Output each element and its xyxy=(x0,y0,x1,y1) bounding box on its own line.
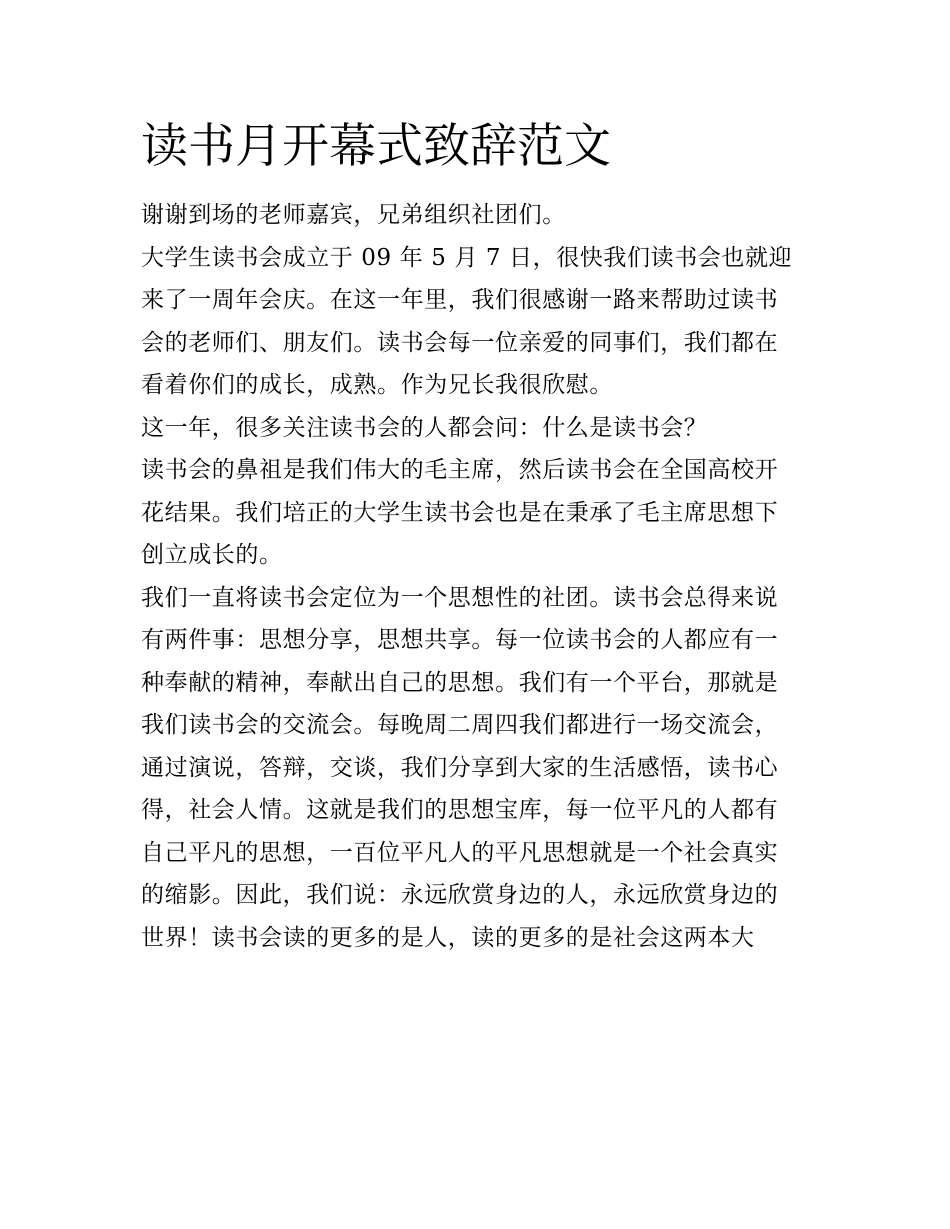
body-line: 花结果。我们培正的大学生读书会也是在秉承了毛主席思想下 xyxy=(141,499,779,526)
body-line: 创立成长的。 xyxy=(141,542,283,568)
body-line: 谢谢到场的老师嘉宾，兄弟组织社团们。 xyxy=(141,202,566,228)
body-line: 得，社会人情。这就是我们的思想宝库，每一位平凡的人都有 xyxy=(141,797,779,823)
body-line: 种奉献的精神，奉献出自己的思想。我们有一个平台，那就是 xyxy=(141,669,779,696)
document-body xyxy=(141,194,813,959)
body-line: 大学生读书会成立于 09 年 5 月 7 日，很快我们读书会也就迎 xyxy=(141,244,793,271)
body-line: 这一年，很多关注读书会的人都会问：什么是读书会？ xyxy=(141,414,708,441)
body-line: 读书会的鼻祖是我们伟大的毛主席，然后读书会在全国高校开 xyxy=(141,457,779,483)
body-line: 的缩影。因此，我们说：永远欣赏身边的人，永远欣赏身边的 xyxy=(141,882,779,908)
body-line: 通过演说，答辩，交谈，我们分享到大家的生活感悟，读书心 xyxy=(141,754,779,781)
body-line: 看着你们的成长，成熟。作为兄长我很欣慰。 xyxy=(141,372,613,398)
document-title: 读书月开幕式致辞范文 xyxy=(141,119,611,174)
body-line: 来了一周年会庆。在这一年里，我们很感谢一路来帮助过读书 xyxy=(141,287,779,313)
body-line: 世界！读书会读的更多的是人，读的更多的是社会这两本大 xyxy=(141,924,755,951)
body-line: 有两件事：思想分享，思想共享。每一位读书会的人都应有一 xyxy=(141,627,779,653)
body-line: 我们一直将读书会定位为一个思想性的社团。读书会总得来说 xyxy=(141,584,779,611)
body-line: 我们读书会的交流会。每晚周二周四我们都进行一场交流会， xyxy=(141,712,779,738)
body-line: 会的老师们、朋友们。读书会每一位亲爱的同事们，我们都在 xyxy=(141,329,779,356)
document-page xyxy=(141,112,813,959)
body-line: 自己平凡的思想，一百位平凡人的平凡思想就是一个社会真实 xyxy=(141,839,779,866)
